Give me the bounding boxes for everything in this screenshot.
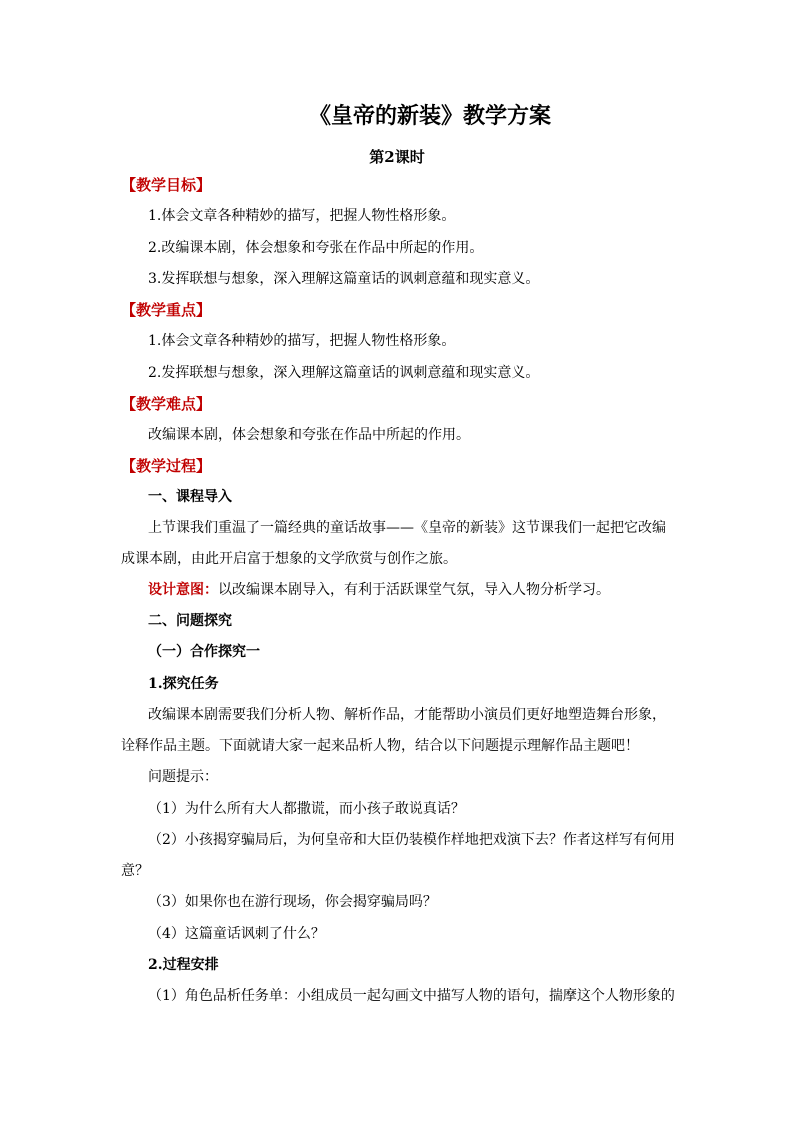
document-title: 《皇帝的新装》教学方案: [308, 103, 551, 129]
question-item-continued: 意？: [121, 863, 149, 879]
hint-label: 问题提示：: [148, 769, 218, 785]
intro-paragraph-line: 上节课我们重温了一篇经典的童话故事——《皇帝的新装》这节课我们一起把它改编: [148, 520, 666, 536]
key-point-item: 2.发挥联想与想象，深入理解这篇童话的讽刺意蕴和现实意义。: [148, 365, 540, 381]
arrangement-title: 2.过程安排: [148, 957, 219, 973]
section-intro-title: 一、课程导入: [148, 489, 232, 505]
key-points-heading: 【教学重点】: [121, 301, 212, 319]
task-title: 1.探究任务: [148, 676, 219, 692]
difficulties-heading: 【教学难点】: [121, 395, 212, 413]
task-paragraph-line: 改编课本剧需要我们分析人物、解析作品，才能帮助小演员们更好地塑造舞台形象，: [148, 707, 666, 723]
design-intent-text: 以改编课本剧导入，有利于活跃课堂气氛，导入人物分析学习。: [218, 582, 610, 598]
design-intent-label: 设计意图：: [148, 582, 218, 598]
section-inquiry-title: 二、问题探究: [148, 613, 232, 629]
question-item: （2）小孩揭穿骗局后，为何皇帝和大臣仍装模作样地把戏演下去？作者这样写有何用: [148, 832, 675, 848]
objective-item: 3.发挥联想与想象，深入理解这篇童话的讽刺意蕴和现实意义。: [148, 271, 540, 287]
cooperative-inquiry-title: （一）合作探究一: [148, 644, 260, 660]
task-paragraph-line: 诠释作品主题。下面就请大家一起来品析人物，结合以下问题提示理解作品主题吧！: [121, 738, 639, 754]
design-intent: [148, 580, 610, 600]
objectives-heading: 【教学目标】: [121, 176, 212, 194]
lesson-subtitle: 第2课时: [369, 148, 425, 166]
question-item: （4）这篇童话讽刺了什么？: [148, 926, 325, 942]
difficulties-text: 改编课本剧，体会想象和夸张在作品中所起的作用。: [148, 427, 470, 443]
objective-item: 1.体会文章各种精妙的描写，把握人物性格形象。: [148, 208, 456, 224]
key-point-item: 1.体会文章各种精妙的描写，把握人物性格形象。: [148, 333, 456, 349]
intro-paragraph-line: 成课本剧，由此开启富于想象的文学欣赏与创作之旅。: [121, 551, 457, 567]
objective-item: 2.改编课本剧，体会想象和夸张在作品中所起的作用。: [148, 240, 484, 256]
process-heading: 【教学过程】: [121, 457, 212, 475]
question-item: （1）为什么所有大人都撒谎，而小孩子敢说真话？: [148, 801, 465, 817]
arrangement-paragraph-line: （1）角色品析任务单：小组成员一起勾画文中描写人物的语句，揣摩这个人物形象的: [148, 988, 675, 1004]
question-item: （3）如果你也在游行现场，你会揭穿骗局吗？: [148, 894, 437, 910]
